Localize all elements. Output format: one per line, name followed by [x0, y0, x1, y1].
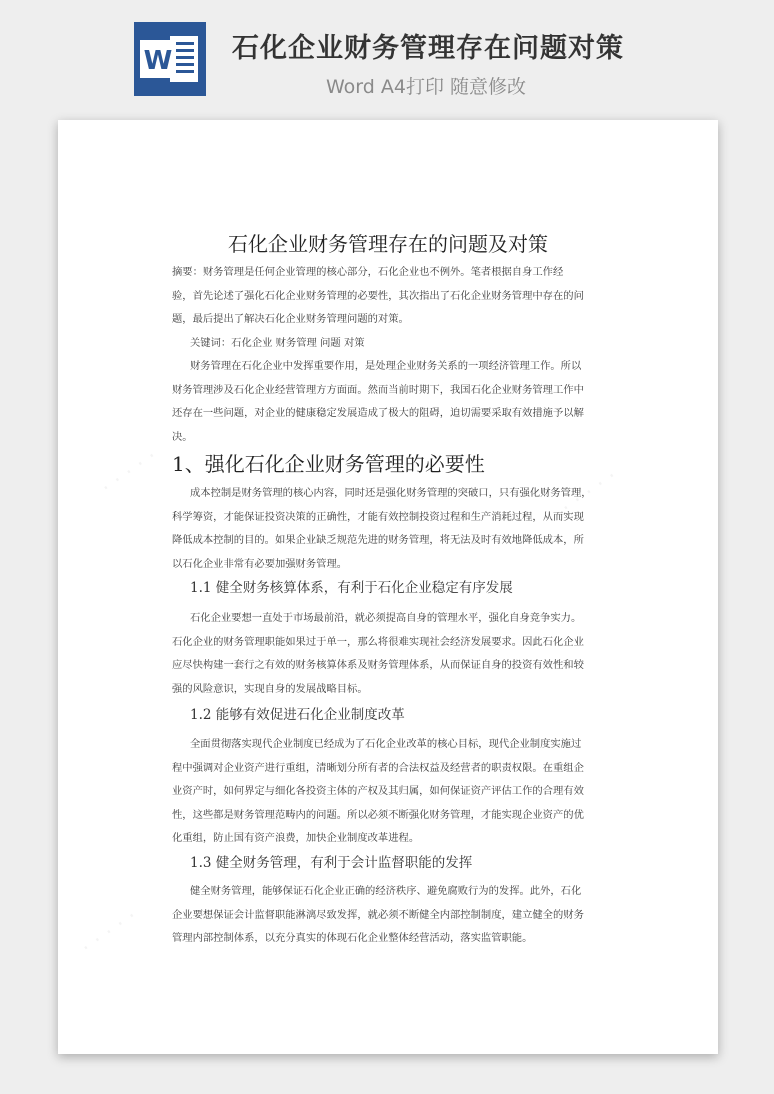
text-line: 管理内部控制体系，以充分真实的体现石化企业整体经营活动，落实监管职能。 [172, 932, 533, 944]
text-line: 业资产时，如何界定与细化各投资主体的产权及其归属，如何保证资产评估工作的合理有效 [172, 785, 584, 797]
text-line: 验，首先论述了强化石化企业财务管理的必要性，其次指出了石化企业财务管理中存在的问 [172, 289, 584, 302]
text-line: 企业要想保证会计监督职能淋漓尽致发挥，就必须不断健全内部控制制度，建立健全的财务 [172, 908, 584, 921]
subsection-heading-1-2: 1.2 能够有效促进石化企业制度改革 [190, 707, 405, 723]
keywords-text: 关键词：石化企业 财务管理 问题 对策 [190, 337, 365, 349]
text-line: 科学筹资，才能保证投资决策的正确性，才能有效控制投资过程和生产消耗过程，从而实现 [172, 510, 584, 523]
word-icon-letter: W [143, 46, 173, 76]
text-line: 决。 [172, 430, 193, 443]
word-icon [134, 22, 206, 96]
subsection-heading-1-1: 1.1 健全财务核算体系，有利于石化企业稳定有序发展 [190, 580, 513, 596]
abstract-paragraph [172, 261, 604, 332]
text-line: 以石化企业非常有必要加强财务管理。 [172, 557, 348, 570]
sub11-paragraph [172, 607, 604, 701]
text-line: 成本控制是财务管理的核心内容，同时还是强化财务管理的突破口，只有强化财务管理， [190, 487, 592, 499]
document-title: 石化企业财务管理存在的问题及对策 [228, 232, 548, 256]
text-line: 还存在一些问题，对企业的健康稳定发展造成了极大的阻碍，迫切需要采取有效措施予以解 [172, 407, 584, 419]
text-line: 题，最后提出了解决石化企业财务管理问题的对策。 [172, 313, 409, 325]
banner-title: 石化企业财务管理存在问题对策 [232, 33, 624, 64]
intro-paragraph [172, 355, 604, 449]
text-line: 财务管理在石化企业中发挥重要作用，是处理企业财务关系的一项经济管理工作。所以 [190, 360, 582, 372]
text-line: 全面贯彻落实现代企业制度已经成为了石化企业改革的核心目标，现代企业制度实施过 [190, 738, 582, 750]
watermark [97, 444, 163, 501]
text-line: 石化企业要想一直处于市场最前沿，就必须提高自身的管理水平，强化自身竞争实力。 [190, 612, 582, 624]
subsection-heading-1-3: 1.3 健全财务管理，有利于会计监督职能的发挥 [190, 855, 473, 871]
text-line: 健全财务管理，能够保证石化企业正确的经济秩序、避免腐败行为的发挥。此外，石化 [190, 885, 582, 897]
text-line: 应尽快构建一套行之有效的财务核算体系及财务管理体系，从而保证自身的投资有效性和较 [172, 659, 584, 671]
section1-paragraph [172, 482, 604, 576]
section-heading-1: 1、强化石化企业财务管理的必要性 [172, 452, 485, 476]
watermark [77, 904, 143, 961]
text-line: 化重组，防止国有资产浪费，加快企业制度改革进程。 [172, 832, 420, 844]
sub12-paragraph [172, 733, 604, 851]
sub13-paragraph [172, 880, 604, 951]
text-line: 财务管理涉及石化企业经营管理方方面面。然而当前时期下，我国石化企业财务管理工作中 [172, 383, 584, 396]
banner-subtitle: Word A4打印 随意修改 [326, 76, 527, 98]
text-line: 程中强调对企业资产进行重组，清晰划分所有者的合法权益及经营者的职责权限。在重组企 [172, 761, 584, 774]
text-line: 性，这些都是财务管理范畴内的问题。所以必须不断强化财务管理，才能实现企业资产的优 [172, 808, 584, 821]
text-line: 强的风险意识，实现自身的发展战略目标。 [172, 682, 368, 695]
text-line: 石化企业的财务管理职能如果过于单一，那么将很难实现社会经济发展要求。因此石化企业 [172, 635, 584, 648]
banner [0, 0, 774, 112]
text-line: 降低成本控制的目的。如果企业缺乏规范先进的财务管理，将无法及时有效地降低成本，所 [172, 534, 584, 546]
document-page [58, 120, 718, 1054]
text-line: 摘要：财务管理是任何企业管理的核心部分，石化企业也不例外。笔者根据自身工作经 [172, 266, 564, 278]
keywords-line [190, 332, 622, 356]
